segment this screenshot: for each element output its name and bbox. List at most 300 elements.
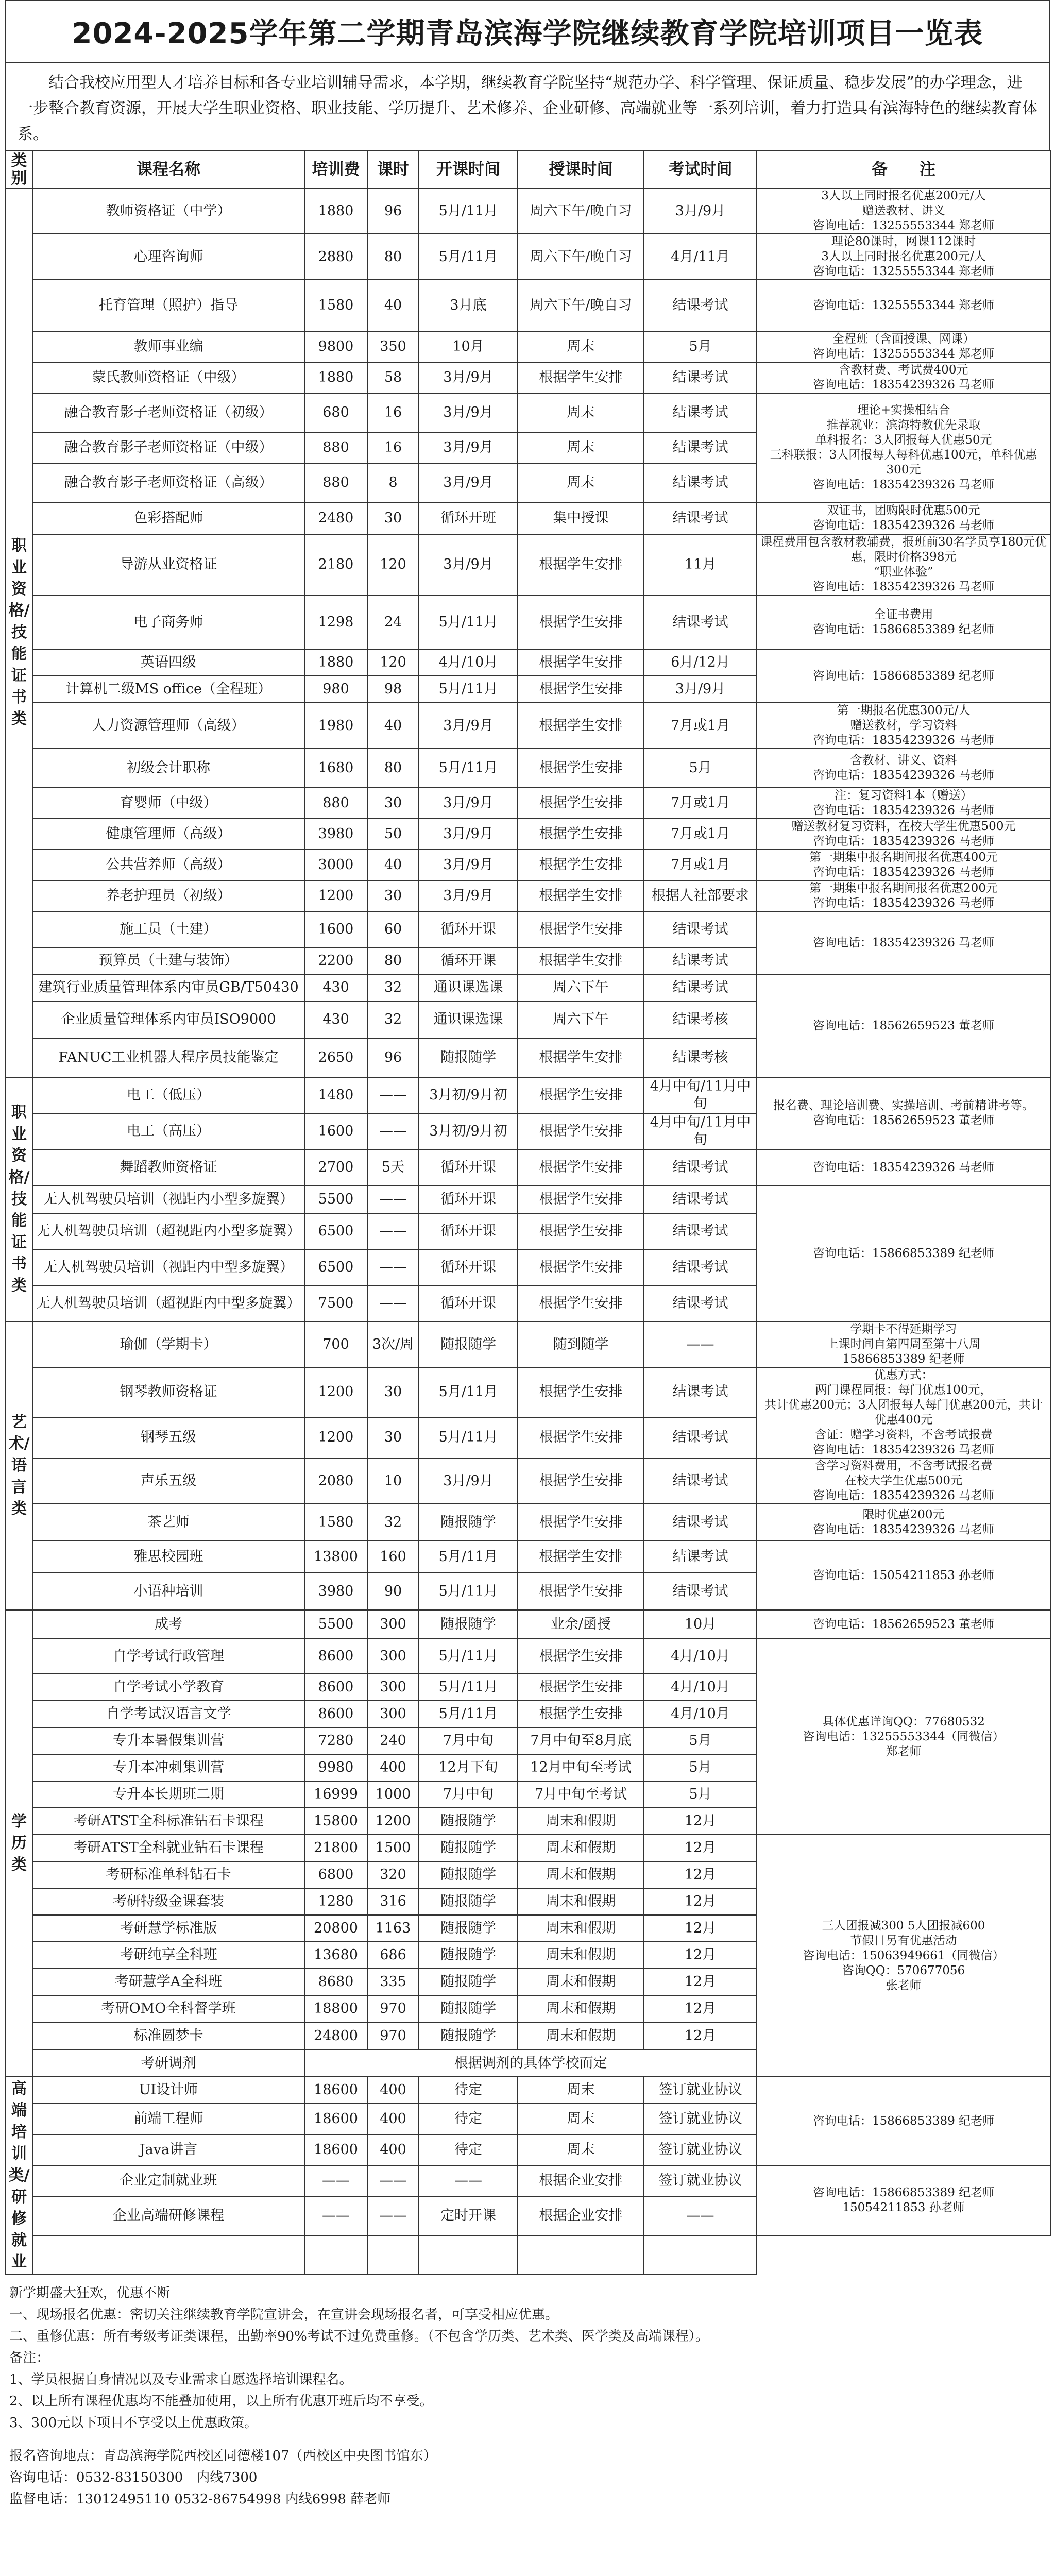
table-row <box>6 788 1050 819</box>
category-cell: 职业资格/技能证书类 <box>6 1077 32 1321</box>
footer-lead: 新学期盛大狂欢，优惠不断 <box>9 2285 171 2301</box>
cell-fee: 5500 <box>304 1185 367 1213</box>
cell-exam <box>644 2235 757 2275</box>
cell-teach: 7月中旬至考试 <box>518 1781 644 1808</box>
cell-exam: 结课考试 <box>644 393 757 432</box>
remark-cell: 咨询电话：18562659523 董老师 <box>757 1610 1050 1639</box>
cell-name: 融合教育影子老师资格证（中级） <box>32 432 304 463</box>
cell-exam: —— <box>644 2196 757 2235</box>
remark-cell: 第一期集中报名期间报名优惠200元 咨询电话：18354239326 马老师 <box>757 880 1050 911</box>
cell-exam: 10月 <box>644 1610 757 1639</box>
cell-hours: 30 <box>367 880 419 911</box>
cell-name: 小语种培训 <box>32 1573 304 1610</box>
cell-fee: 2200 <box>304 947 367 974</box>
table-row <box>6 2235 1050 2275</box>
cell-fee: 1880 <box>304 649 367 676</box>
cell-fee: 2180 <box>304 534 367 595</box>
footer-remark-1: 1、学员根据自身情况以及专业需求自愿选择培训课程名。 <box>9 2372 353 2387</box>
cell-teach: 7月中旬至8月底 <box>518 1727 644 1754</box>
table-row <box>6 1610 1050 1639</box>
cell-exam: 结课考试 <box>644 1573 757 1610</box>
cell-exam: 12月 <box>644 1888 757 1915</box>
cell-start: 随报随学 <box>419 1610 518 1639</box>
cell-exam: 结课考试 <box>644 947 757 974</box>
cell-start: 随报随学 <box>419 1038 518 1077</box>
cell-name: 成考 <box>32 1610 304 1639</box>
cell-hours: —— <box>367 1213 419 1249</box>
cell-exam: 4月/10月 <box>644 1674 757 1701</box>
cell-name: 茶艺师 <box>32 1504 304 1541</box>
table-row <box>6 1639 1050 1674</box>
cell-fee: 7280 <box>304 1727 367 1754</box>
cell-start: 随报随学 <box>419 1321 518 1367</box>
cell-teach: 周末 <box>518 2104 644 2134</box>
table-row <box>6 1835 1050 1861</box>
cell-hours: 98 <box>367 676 419 703</box>
cell-start <box>419 2235 518 2275</box>
cell-fee: 2650 <box>304 1038 367 1077</box>
cell-fee: 1200 <box>304 880 367 911</box>
cell-teach: 业余/函授 <box>518 1610 644 1639</box>
cell-start: 5月/11月 <box>419 1639 518 1674</box>
cell-fee: 1880 <box>304 188 367 234</box>
cell-name: 心理咨询师 <box>32 234 304 280</box>
cell-teach: 根据调剂的具体学校而定 <box>304 2050 757 2077</box>
cell-start: 循环开课 <box>419 1213 518 1249</box>
cell-name: 无人机驾驶员培训（超视距内中型多旋翼） <box>32 1285 304 1321</box>
cell-hours: 16 <box>367 393 419 432</box>
cell-fee: 880 <box>304 788 367 819</box>
cell-name: 考研慧学标准版 <box>32 1915 304 1942</box>
cell-name: FANUC工业机器人程序员技能鉴定 <box>32 1038 304 1077</box>
cell-exam: 签订就业协议 <box>644 2165 757 2196</box>
cell-name: 导游从业资格证 <box>32 534 304 595</box>
cell-name: 企业质量管理体系内审员ISO9000 <box>32 1001 304 1038</box>
cell-name: 计算机二级MS office（全程班） <box>32 676 304 703</box>
cell-name: 标准圆梦卡 <box>32 2022 304 2050</box>
category-cell: 高端培训类/研修就业 <box>6 2077 32 2275</box>
cell-hours: 300 <box>367 1701 419 1727</box>
cell-exam: 结课考试 <box>644 502 757 534</box>
cell-start: 随报随学 <box>419 1835 518 1861</box>
cell-hours: —— <box>367 2165 419 2196</box>
cell-exam: 12月 <box>644 2022 757 2050</box>
cell-start: 随报随学 <box>419 1888 518 1915</box>
cell-teach: 根据学生安排 <box>518 1149 644 1185</box>
cell-teach: 根据学生安排 <box>518 595 644 649</box>
cell-fee: 1280 <box>304 1888 367 1915</box>
cell-exam: 结课考核 <box>644 1001 757 1038</box>
cell-teach: 根据学生安排 <box>518 703 644 749</box>
cell-fee: 18800 <box>304 1995 367 2022</box>
cell-teach: 根据学生安排 <box>518 1458 644 1504</box>
table-row <box>6 234 1050 280</box>
cell-fee: 16999 <box>304 1781 367 1808</box>
cell-fee: 1200 <box>304 1367 367 1417</box>
cell-name: 考研ATST全科标准钻石卡课程 <box>32 1808 304 1835</box>
cell-start: 5月/11月 <box>419 234 518 280</box>
cell-teach: 根据学生安排 <box>518 1077 644 1113</box>
remark-cell: 全证书费用 咨询电话：15866853389 纪老师 <box>757 595 1050 649</box>
cell-start: 3月/9月 <box>419 534 518 595</box>
remark-cell: 咨询电话：15866853389 纪老师 15054211853 孙老师 <box>757 2165 1050 2235</box>
cell-exam: 结课考试 <box>644 432 757 463</box>
cell-start: 循环开课 <box>419 1249 518 1285</box>
cell-hours: 30 <box>367 788 419 819</box>
cell-exam: 4月/10月 <box>644 1701 757 1727</box>
cell-start: 5月/11月 <box>419 188 518 234</box>
cell-hours: —— <box>367 1185 419 1213</box>
cell-fee: 3980 <box>304 819 367 850</box>
remark-cell: 理论80课时，网课112课时 3人以上同时报名优惠200元/人 咨询电话：13255553344 郑老师 <box>757 234 1050 280</box>
cell-start: 5月/11月 <box>419 1367 518 1417</box>
cell-teach: 周末和假期 <box>518 1969 644 1995</box>
header-exam-time: 考试时间 <box>644 151 757 188</box>
cell-teach: 周六下午/晚自习 <box>518 188 644 234</box>
cell-exam: 结课考试 <box>644 1458 757 1504</box>
table-row <box>6 280 1050 331</box>
cell-fee: 18600 <box>304 2134 367 2165</box>
cell-exam: 7月或1月 <box>644 819 757 850</box>
cell-fee: 1600 <box>304 1113 367 1149</box>
cell-start: 5月/11月 <box>419 749 518 788</box>
cell-fee: 1580 <box>304 1504 367 1541</box>
cell-teach: 周六下午/晚自习 <box>518 234 644 280</box>
cell-exam: —— <box>644 1321 757 1367</box>
cell-exam: 4月中旬/11月中旬 <box>644 1077 757 1113</box>
cell-teach: 随到随学 <box>518 1321 644 1367</box>
header-course-name: 课程名称 <box>32 151 304 188</box>
cell-hours: 160 <box>367 1541 419 1573</box>
cell-start: 随报随学 <box>419 1995 518 2022</box>
cell-name: 雅思校园班 <box>32 1541 304 1573</box>
cell-teach: 根据学生安排 <box>518 1674 644 1701</box>
page-title: 2024-2025学年第二学期青岛滨海学院继续教育学院培训项目一览表 <box>5 0 1050 62</box>
cell-teach: 根据学生安排 <box>518 362 644 393</box>
cell-teach: 周末和假期 <box>518 1888 644 1915</box>
cell-exam: 结课考试 <box>644 1367 757 1417</box>
cell-fee: 21800 <box>304 1835 367 1861</box>
cell-teach: 根据学生安排 <box>518 1185 644 1213</box>
cell-start: 7月中旬 <box>419 1727 518 1754</box>
cell-teach: 周六下午 <box>518 1001 644 1038</box>
cell-start: 循环开课 <box>419 911 518 947</box>
cell-exam: 结课考试 <box>644 1213 757 1249</box>
cell-exam: 结课考试 <box>644 1541 757 1573</box>
table-row <box>6 749 1050 788</box>
cell-teach: 根据学生安排 <box>518 880 644 911</box>
cell-exam: 结课考试 <box>644 1249 757 1285</box>
cell-name: 声乐五级 <box>32 1458 304 1504</box>
cell-fee: 7500 <box>304 1285 367 1321</box>
cell-exam: 签订就业协议 <box>644 2134 757 2165</box>
cell-teach: 周末和假期 <box>518 1808 644 1835</box>
cell-hours: 96 <box>367 188 419 234</box>
table-row <box>6 331 1050 362</box>
remark-cell: 咨询电话：18354239326 马老师 <box>757 1149 1050 1185</box>
cell-teach: 根据学生安排 <box>518 534 644 595</box>
cell-fee: 18600 <box>304 2104 367 2134</box>
cell-name: 电工（高压） <box>32 1113 304 1149</box>
cell-hours: 80 <box>367 234 419 280</box>
table-row <box>6 393 1050 432</box>
cell-fee: 8600 <box>304 1674 367 1701</box>
table-row <box>6 1458 1050 1504</box>
cell-hours: 30 <box>367 502 419 534</box>
cell-name: 考研标准单科钻石卡 <box>32 1861 304 1888</box>
cell-start: 7月中旬 <box>419 1781 518 1808</box>
cell-teach: 周末和假期 <box>518 1915 644 1942</box>
table-row <box>6 1185 1050 1213</box>
cell-teach: 根据学生安排 <box>518 1367 644 1417</box>
cell-name: 专升本冲刺集训营 <box>32 1754 304 1781</box>
cell-name: 专升本暑假集训营 <box>32 1727 304 1754</box>
cell-start: 待定 <box>419 2104 518 2134</box>
cell-start: 5月/11月 <box>419 1541 518 1573</box>
cell-start: 循环开课 <box>419 1285 518 1321</box>
cell-name: 考研纯享全科班 <box>32 1942 304 1969</box>
cell-fee: 1580 <box>304 280 367 331</box>
cell-hours: 400 <box>367 2104 419 2134</box>
cell-hours: 32 <box>367 1504 419 1541</box>
cell-fee: 3000 <box>304 850 367 880</box>
cell-teach: 根据学生安排 <box>518 1249 644 1285</box>
cell-fee: —— <box>304 2165 367 2196</box>
header-start-time: 开课时间 <box>419 151 518 188</box>
cell-start: 待定 <box>419 2077 518 2104</box>
cell-exam: 结课考试 <box>644 911 757 947</box>
cell-teach: 周末和假期 <box>518 1995 644 2022</box>
cell-exam: 结课考试 <box>644 362 757 393</box>
cell-teach: 根据学生安排 <box>518 850 644 880</box>
cell-name: 自学考试行政管理 <box>32 1639 304 1674</box>
cell-hours: 60 <box>367 911 419 947</box>
cell-teach: 周末和假期 <box>518 2022 644 2050</box>
cell-name: 电工（低压） <box>32 1077 304 1113</box>
cell-hours: 335 <box>367 1969 419 1995</box>
cell-hours: 120 <box>367 649 419 676</box>
cell-hours: 400 <box>367 1754 419 1781</box>
cell-name: 养老护理员（初级） <box>32 880 304 911</box>
cell-start: 3月/9月 <box>419 703 518 749</box>
cell-name: 考研ATST全科就业钻石卡课程 <box>32 1835 304 1861</box>
cell-fee: 2480 <box>304 502 367 534</box>
cell-fee: 13680 <box>304 1942 367 1969</box>
cell-name: 色彩搭配师 <box>32 502 304 534</box>
table-row <box>6 911 1050 947</box>
cell-fee: 8680 <box>304 1969 367 1995</box>
cell-start: 通识课选课 <box>419 1001 518 1038</box>
remark-cell: 咨询电话：18562659523 董老师 <box>757 974 1050 1077</box>
remark-cell: 咨询电话：15866853389 纪老师 <box>757 1185 1050 1321</box>
remark-cell: 注：复习资料1本（赠送） 咨询电话：18354239326 马老师 <box>757 788 1050 819</box>
table-row <box>6 1077 1050 1113</box>
footer-remark-2: 2、以上所有课程优惠均不能叠加使用，以上所有优惠开班后均不享受。 <box>9 2394 433 2409</box>
cell-start: 循环开班 <box>419 502 518 534</box>
table-row <box>6 1149 1050 1185</box>
cell-hours <box>367 2235 419 2275</box>
cell-start: 10月 <box>419 331 518 362</box>
cell-teach: 根据学生安排 <box>518 1639 644 1674</box>
remark-cell: 含学习资料费用，不含考试报名费 在校大学生优惠500元 咨询电话：18354239326 马老师 <box>757 1458 1050 1504</box>
cell-start: —— <box>419 2165 518 2196</box>
cell-hours: 10 <box>367 1458 419 1504</box>
cell-exam: 结课考试 <box>644 1285 757 1321</box>
table-row <box>6 2165 1050 2196</box>
footer-supervision-phone: 监督电话：13012495110 0532-86754998 内线6998 薛老师 <box>9 2492 391 2507</box>
cell-hours: 1163 <box>367 1915 419 1942</box>
remark-cell: 咨询电话：15866853389 纪老师 <box>757 649 1050 703</box>
cell-hours: 350 <box>367 331 419 362</box>
cell-exam: 12月 <box>644 1995 757 2022</box>
cell-start: 5月/11月 <box>419 1573 518 1610</box>
cell-name: 初级会计职称 <box>32 749 304 788</box>
cell-exam: 结课考试 <box>644 280 757 331</box>
cell-start: 5月/11月 <box>419 676 518 703</box>
cell-teach: 根据学生安排 <box>518 749 644 788</box>
cell-teach: 根据学生安排 <box>518 676 644 703</box>
cell-teach: 根据学生安排 <box>518 1541 644 1573</box>
cell-exam: 7月或1月 <box>644 788 757 819</box>
cell-fee: 2700 <box>304 1149 367 1185</box>
cell-hours: 316 <box>367 1888 419 1915</box>
cell-hours: 1000 <box>367 1781 419 1808</box>
remark-cell: 优惠方式： 两门课程同报：每门优惠100元， 共计优惠200元；3人团报每人每门优惠200元，共计优惠400元 含证：赠学习资料，不含考试报费 咨询电话：18354239326 马老师 <box>757 1367 1050 1458</box>
cell-start: 3月初/9月初 <box>419 1077 518 1113</box>
cell-fee: 9980 <box>304 1754 367 1781</box>
cell-name: 托育管理（照护）指导 <box>32 280 304 331</box>
cell-exam: 7月或1月 <box>644 850 757 880</box>
cell-name: 施工员（土建） <box>32 911 304 947</box>
remark-cell: 含教材、讲义、资料 咨询电话：18354239326 马老师 <box>757 749 1050 788</box>
cell-hours: 320 <box>367 1861 419 1888</box>
cell-hours: —— <box>367 2196 419 2235</box>
table-row <box>6 1321 1050 1367</box>
table-row <box>6 1367 1050 1417</box>
cell-name: 育婴师（中级） <box>32 788 304 819</box>
remark-cell: 咨询电话：18354239326 马老师 <box>757 911 1050 974</box>
cell-exam: 根据人社部要求 <box>644 880 757 911</box>
cell-hours: 8 <box>367 463 419 502</box>
cell-exam: 4月/11月 <box>644 234 757 280</box>
cell-start: 3月/9月 <box>419 880 518 911</box>
cell-fee: 6800 <box>304 1861 367 1888</box>
header-hours: 课时 <box>367 151 419 188</box>
cell-fee: 880 <box>304 432 367 463</box>
cell-hours: 1500 <box>367 1835 419 1861</box>
cell-name: 无人机驾驶员培训（超视距内小型多旋翼） <box>32 1213 304 1249</box>
cell-exam: 5月 <box>644 749 757 788</box>
cell-name: 考研调剂 <box>32 2050 304 2077</box>
remark-cell: 学期卡不得延期学习 上课时间自第四周至第十八周 15866853389 纪老师 <box>757 1321 1050 1367</box>
cell-hours: 32 <box>367 974 419 1001</box>
table-row <box>6 880 1050 911</box>
cell-hours: —— <box>367 1113 419 1149</box>
cell-teach: 周末和假期 <box>518 1942 644 1969</box>
cell-teach: 周末 <box>518 2077 644 2104</box>
cell-fee: 8600 <box>304 1701 367 1727</box>
cell-hours: 16 <box>367 432 419 463</box>
cell-fee: 700 <box>304 1321 367 1367</box>
header-category: 类别 <box>6 151 32 188</box>
cell-hours: 400 <box>367 2077 419 2104</box>
cell-start: 3月/9月 <box>419 819 518 850</box>
cell-fee: 680 <box>304 393 367 432</box>
cell-hours: 300 <box>367 1674 419 1701</box>
cell-hours: 58 <box>367 362 419 393</box>
cell-teach: 周末 <box>518 393 644 432</box>
remark-cell: 三人团报减300 5人团报减600 节假日另有优惠活动 咨询电话：15063949661（同微信） 咨询QQ：570677056 张老师 <box>757 1835 1050 2077</box>
cell-exam: 结课考试 <box>644 1185 757 1213</box>
cell-hours: 80 <box>367 947 419 974</box>
course-table <box>5 150 1051 2275</box>
cell-fee: 3980 <box>304 1573 367 1610</box>
cell-hours: 50 <box>367 819 419 850</box>
cell-start: 随报随学 <box>419 1861 518 1888</box>
cell-teach: 根据学生安排 <box>518 1038 644 1077</box>
cell-name: 英语四级 <box>32 649 304 676</box>
cell-hours: 240 <box>367 1727 419 1754</box>
cell-teach: 周末 <box>518 432 644 463</box>
cell-start: 随报随学 <box>419 1915 518 1942</box>
cell-teach: 根据学生安排 <box>518 1701 644 1727</box>
cell-exam: 结课考试 <box>644 974 757 1001</box>
cell-exam: 结课考试 <box>644 463 757 502</box>
cell-start: 定时开课 <box>419 2196 518 2235</box>
table-row <box>6 819 1050 850</box>
remark-cell: 第一期报名优惠300元/人 赠送教材，学习资料 咨询电话：18354239326 马老师 <box>757 703 1050 749</box>
cell-name: 无人机驾驶员培训（视距内小型多旋翼） <box>32 1185 304 1213</box>
cell-name: 前端工程师 <box>32 2104 304 2134</box>
category-cell: 艺术/语言类 <box>6 1321 32 1610</box>
cell-exam: 12月 <box>644 1835 757 1861</box>
cell-hours: 686 <box>367 1942 419 1969</box>
table-row <box>6 649 1050 676</box>
cell-start: 循环开课 <box>419 1185 518 1213</box>
cell-exam: 3月/9月 <box>644 676 757 703</box>
cell-exam: 5月 <box>644 1754 757 1781</box>
cell-start: 5月/11月 <box>419 595 518 649</box>
cell-hours: 300 <box>367 1610 419 1639</box>
cell-teach: 周末 <box>518 2134 644 2165</box>
table-header-row <box>6 151 1050 188</box>
cell-start: 3月/9月 <box>419 393 518 432</box>
cell-start: 3月/9月 <box>419 362 518 393</box>
remark-cell: 咨询电话：15866853389 纪老师 <box>757 2077 1050 2165</box>
cell-hours: —— <box>367 1285 419 1321</box>
remark-cell: 第一期集中报名期间报名优惠400元 咨询电话：18354239326 马老师 <box>757 850 1050 880</box>
cell-teach: 12月中旬至考试 <box>518 1754 644 1781</box>
cell-fee: 9800 <box>304 331 367 362</box>
cell-teach: 根据学生安排 <box>518 1417 644 1458</box>
cell-fee: 880 <box>304 463 367 502</box>
cell-name: 建筑行业质量管理体系内审员GB/T50430 <box>32 974 304 1001</box>
table-row <box>6 1504 1050 1541</box>
cell-start: 3月/9月 <box>419 432 518 463</box>
remark-cell: 双证书，团购限时优惠500元 咨询电话：18354239326 马老师 <box>757 502 1050 534</box>
cell-exam: 11月 <box>644 534 757 595</box>
cell-hours: 970 <box>367 1995 419 2022</box>
remark-cell: 限时优惠200元 咨询电话：18354239326 马老师 <box>757 1504 1050 1541</box>
cell-exam: 7月或1月 <box>644 703 757 749</box>
cell-exam: 3月/9月 <box>644 188 757 234</box>
cell-start: 12月下旬 <box>419 1754 518 1781</box>
cell-hours: 40 <box>367 280 419 331</box>
cell-name: 考研特级金课套装 <box>32 1888 304 1915</box>
cell-fee: 24800 <box>304 2022 367 2050</box>
cell-start: 随报随学 <box>419 1942 518 1969</box>
footer-offer-1: 一、现场报名优惠：密切关注继续教育学院宣讲会，在宣讲会现场报名者，可享受相应优惠。 <box>9 2307 559 2323</box>
